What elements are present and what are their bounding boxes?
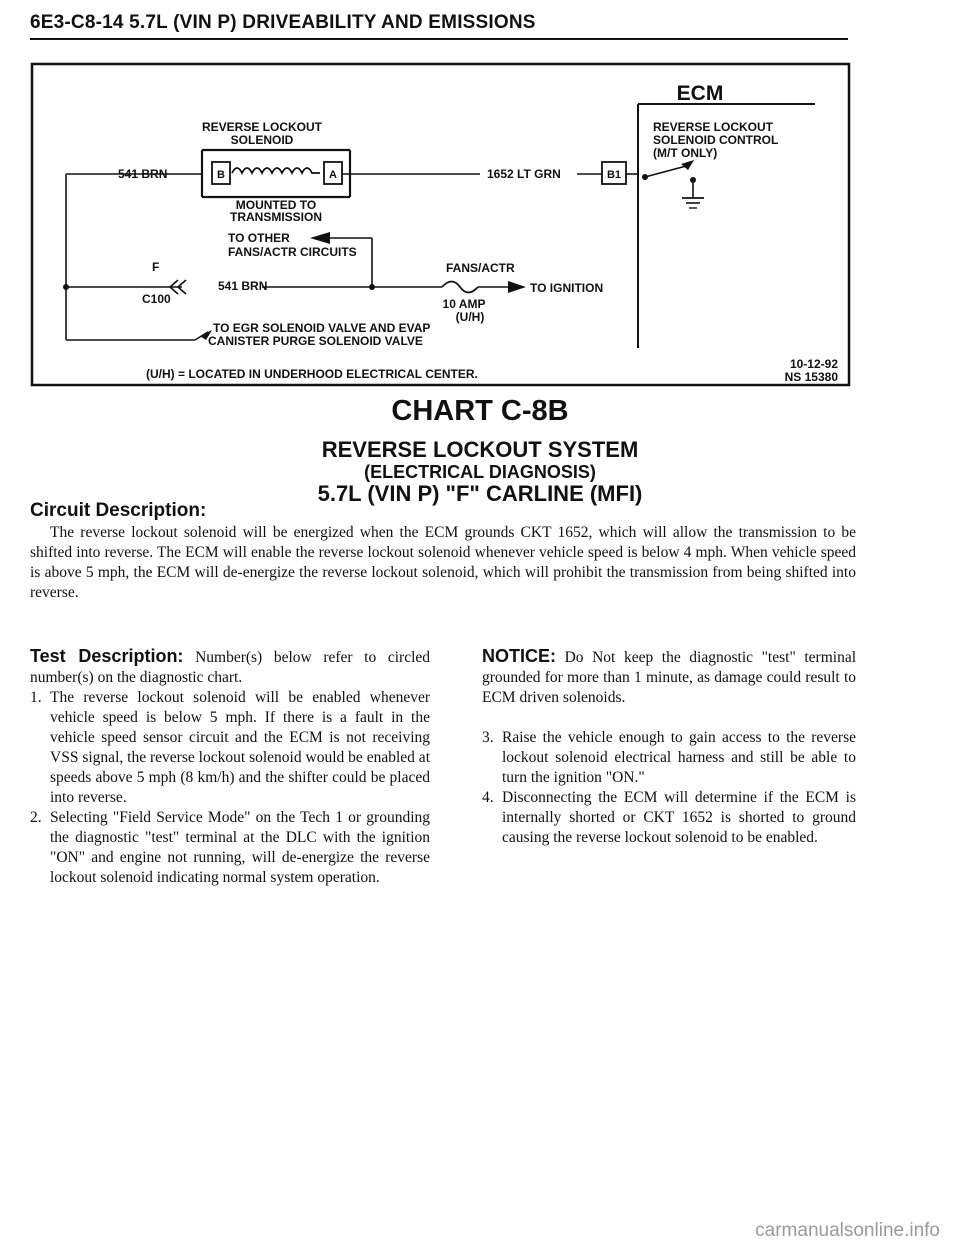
arrow-left-icon — [310, 232, 330, 244]
other-circuits-line2: FANS/ACTR CIRCUITS — [228, 245, 357, 259]
diagnosis-subtitle: (ELECTRICAL DIAGNOSIS) — [364, 462, 596, 482]
diagram-footnote: (U/H) = LOCATED IN UNDERHOOD ELECTRICAL CENTER. — [146, 367, 478, 381]
to-ignition-label: TO IGNITION — [530, 281, 604, 295]
list-item — [30, 688, 430, 808]
solenoid-title-line1: REVERSE LOCKOUT — [201, 120, 323, 134]
list-item — [30, 808, 430, 888]
notice-paragraph — [482, 646, 856, 708]
item-number: 2. — [30, 809, 42, 826]
notice-label: NOTICE: — [482, 646, 556, 666]
ecm-switch-arm — [645, 165, 690, 177]
item-text: Raise the vehicle enough to gain access to the reverse lockout solenoid electrical harness and still be able to turn the ignition "ON." — [502, 729, 856, 786]
fuse-symbol — [442, 282, 478, 293]
circuit-description-body: The reverse lockout solenoid will be energized when the ECM grounds CKT 1652, which will allow the transmission to be shifted into reverse. The ECM will enable the reverse lockout solenoid whenever vehicle speed is below 4 mph. When vehicle speed is above 5 mph, the ECM will de-energize the reverse lockout solenoid, which will prohibit the transmission from being shifted into reverse. — [30, 524, 856, 601]
list-item — [482, 728, 856, 788]
watermark: carmanualsonline.info — [755, 1220, 940, 1241]
splice-dot-center — [369, 284, 375, 290]
terminal-b1-label: B1 — [606, 169, 622, 181]
page-header: 6E3-C8-14 5.7L (VIN P) DRIVEABILITY AND EMISSIONS — [30, 12, 536, 33]
ecm-label: ECM — [676, 82, 724, 105]
test-description-label: Test Description: — [30, 646, 184, 666]
egr-line2: CANISTER PURGE SOLENOID VALVE — [208, 334, 423, 348]
wire-541-brn-label: 541 BRN — [118, 167, 168, 181]
switch-arrow-icon — [681, 160, 694, 170]
test-description-intro-text: Number(s) below refer to circled number(s) on the diagnostic chart. — [30, 649, 431, 686]
wire-541-brn-label-2: 541 BRN — [218, 279, 268, 293]
fuse-name-label: FANS/ACTR — [446, 261, 515, 275]
ecm-switch-contact — [690, 177, 696, 183]
ecm-control-line3: (M/T ONLY) — [653, 146, 718, 160]
wiring-diagram — [0, 0, 960, 395]
fuse-location-label: (U/H) — [455, 310, 485, 324]
chart-title: CHART C-8B — [391, 395, 569, 427]
notice-column — [482, 646, 856, 848]
terminal-b-label: B — [217, 169, 225, 181]
mounted-line1: MOUNTED TO — [235, 198, 317, 212]
test-description-column — [30, 646, 430, 888]
other-circuits-line1: TO OTHER — [228, 231, 290, 245]
arrow-right-icon — [508, 281, 526, 293]
wire-1652-label: 1652 LT GRN — [487, 167, 561, 181]
date-code: 10-12-92 — [789, 357, 838, 371]
test-description-intro — [30, 646, 430, 688]
system-title: REVERSE LOCKOUT SYSTEM — [321, 437, 639, 462]
item-number: 4. — [482, 789, 494, 806]
carline-title: 5.7L (VIN P) "F" CARLINE (MFI) — [317, 481, 643, 506]
notice-text: Do Not keep the diagnostic "test" terminal grounded for more than 1 minute, as damage could result to ECM driven solenoids. — [482, 649, 857, 706]
item-text: Selecting "Field Service Mode" on the Tech 1 or grounding the diagnostic "test" terminal at the DLC with the ignition "ON" and engine not running, will de-energize the reverse lockout solenoid indicating normal system operation. — [50, 809, 430, 886]
diagram-frame — [32, 64, 849, 385]
item-text: The reverse lockout solenoid will be enabled whenever vehicle speed is below 5 mph. If there is a fault in the vehicle speed sensor circuit and the ECM is not receiving VSS signal, the reverse lockout solenoid would be enabled at speeds above 5 mph (8 km/h) and the shifter could be placed into reverse. — [50, 689, 430, 806]
connector-f-label: F — [152, 260, 160, 274]
solenoid-title-line2: SOLENOID — [230, 133, 294, 147]
ecm-switch-pivot — [642, 174, 648, 180]
fuse-rating-label: 10 AMP — [442, 297, 486, 311]
connector-c100-label: C100 — [142, 292, 171, 306]
ecm-control-line1: REVERSE LOCKOUT — [653, 120, 774, 134]
egr-line1: TO EGR SOLENOID VALVE AND EVAP — [213, 321, 431, 335]
list-item — [482, 788, 856, 848]
terminal-a-label: A — [329, 169, 337, 181]
item-number: 1. — [30, 689, 42, 706]
solenoid-coil — [232, 168, 320, 173]
item-text: Disconnecting the ECM will determine if the ECM is internally shorted or CKT 1652 is shorted to ground causing the reverse lockout solenoid to be enabled. — [502, 789, 856, 846]
ecm-control-line2: SOLENOID CONTROL — [653, 133, 779, 147]
item-number: 3. — [482, 729, 494, 746]
splice-dot-left — [63, 284, 69, 290]
circuit-description-heading: Circuit Description: — [30, 500, 207, 521]
mounted-line2: TRANSMISSION — [229, 210, 323, 224]
ref-code: NS 15380 — [784, 370, 838, 384]
